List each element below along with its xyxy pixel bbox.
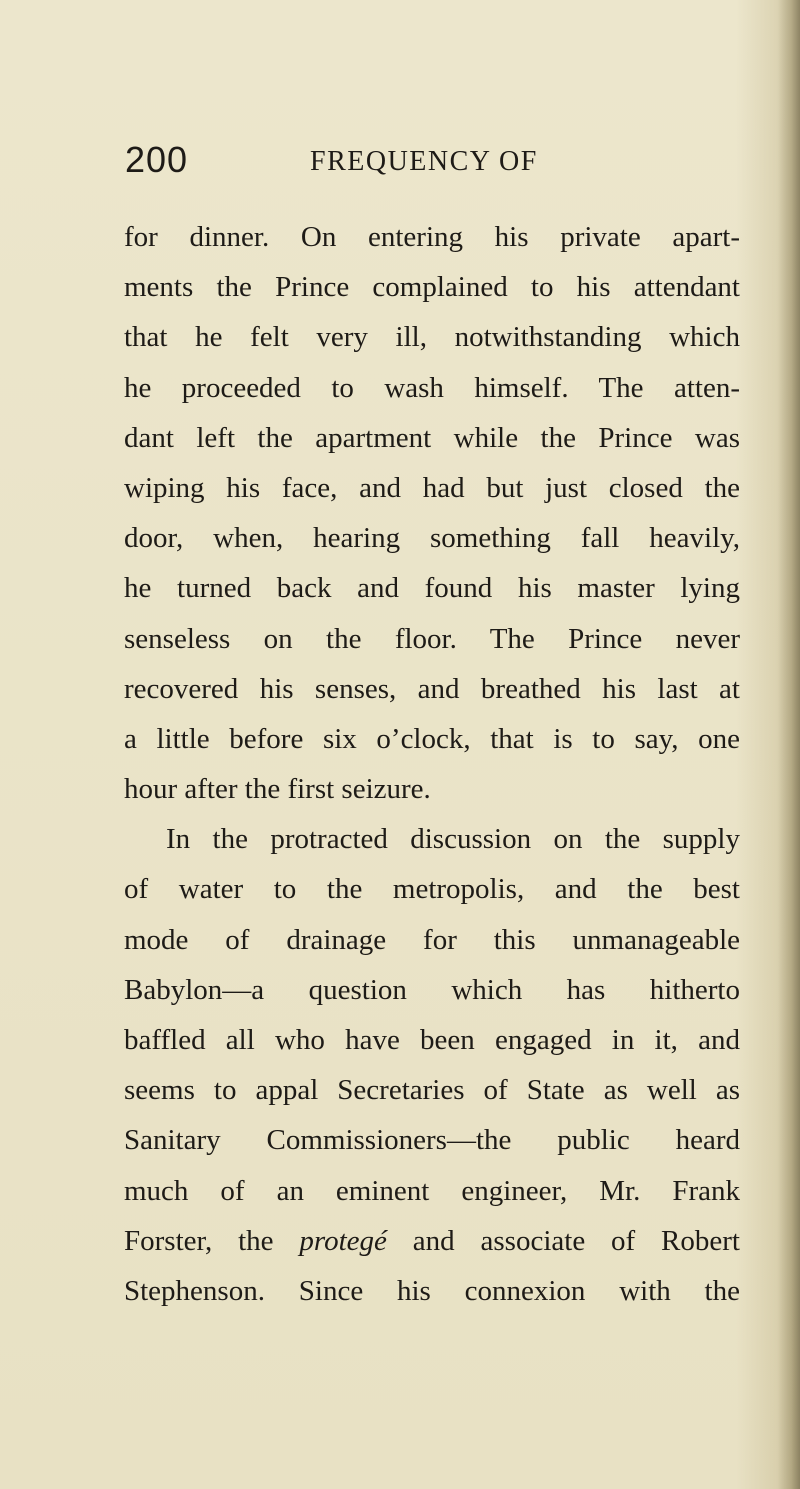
text-line: a little before six o’clock, that is to say, one <box>124 722 740 755</box>
running-head: FREQUENCY OF <box>310 146 538 177</box>
text-line: that he felt very ill, notwithstanding which <box>124 321 740 354</box>
text-line: for dinner. On entering his private apart- <box>124 221 740 253</box>
text-line: recovered his senses, and breathed his last at <box>124 672 740 705</box>
text-line: door, when, hearing something fall heavily, <box>124 522 740 555</box>
text-line: he turned back and found his master lying <box>124 572 740 605</box>
paragraph-1 <box>124 212 740 814</box>
body-text <box>124 212 740 1316</box>
text-line: Stephenson. Since his connexion with the <box>124 1274 740 1307</box>
text-line: Sanitary Commissioners—the public heard <box>124 1124 740 1157</box>
text-line: senseless on the floor. The Prince never <box>124 622 740 655</box>
text-line: much of an eminent engineer, Mr. Frank <box>124 1174 740 1207</box>
text-fragment: Forster, the <box>124 1224 300 1257</box>
paragraph-2 <box>124 814 740 1316</box>
text-line-with-italic <box>124 1216 740 1266</box>
text-line: he proceeded to wash himself. The atten- <box>124 371 740 404</box>
page-edge-shadow <box>778 0 800 1489</box>
text-line: dant left the apartment while the Prince was <box>124 421 740 454</box>
page-header <box>125 138 725 188</box>
text-line: seems to appal Secretaries of State as well as <box>124 1074 740 1107</box>
text-line: mode of drainage for this unmanageable <box>124 923 740 956</box>
text-line: hour after the first seizure. <box>124 773 431 806</box>
text-line: wiping his face, and had but just closed the <box>124 471 740 504</box>
text-line: baffled all who have been engaged in it, and <box>124 1024 740 1056</box>
italic-word: protegé <box>299 1224 387 1257</box>
text-line: In the protracted discussion on the supply <box>166 823 740 856</box>
text-fragment: and associate of Robert <box>386 1224 740 1257</box>
page-number: 200 <box>125 139 189 180</box>
text-line: Babylon—a question which has hitherto <box>124 973 740 1006</box>
text-line: ments the Prince complained to his attendant <box>124 271 740 304</box>
text-line: of water to the metropolis, and the best <box>124 873 740 906</box>
